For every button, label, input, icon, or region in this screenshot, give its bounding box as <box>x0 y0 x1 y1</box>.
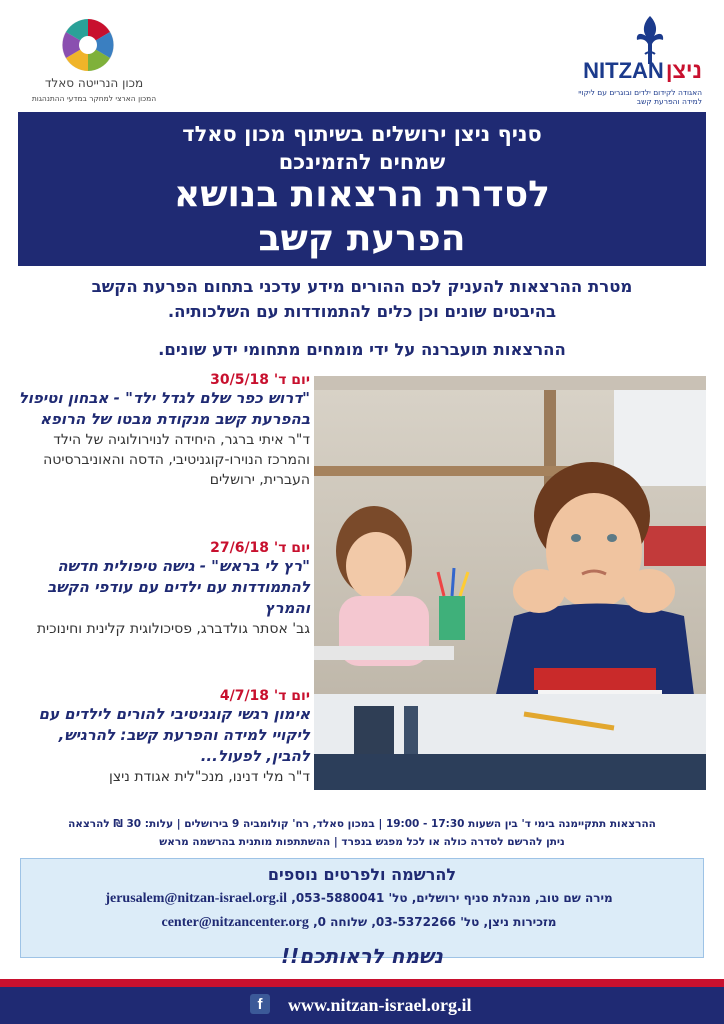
lecture-title: אימון רגשי קוגניטיבי להורים לילדים עם ליקויי למידה והפרעת קשב: להרגיש, להבין, לפעול... <box>38 705 310 765</box>
closing-message: נשמח לראותכם!! <box>281 944 443 968</box>
szold-emblem-icon <box>61 18 115 72</box>
banner-line-1: סניף ניצן ירושלים בשיתוף מכון סאלד <box>182 122 542 146</box>
footer-bar <box>0 987 724 1024</box>
registration-heading: להרשמה ולפרטים נוספים <box>267 865 457 884</box>
email-center-link[interactable]: center@nitzancenter.org <box>161 915 309 930</box>
title-banner <box>18 112 706 266</box>
intro-line-2: בהיבטים שונים וכן כלים להתמודדות עם השלכותיה. <box>167 302 557 321</box>
lecture-title: "רץ לי בראש" - גישה טיפולית חדשה להתמודדות עם ילדים עם עודפי הקשב והמרץ <box>47 557 310 617</box>
contact-row-center <box>31 915 687 931</box>
banner-line-2: שמחים להזמינכם <box>278 150 446 174</box>
nitzan-logo <box>561 14 706 104</box>
banner-topic: הפרעת קשב <box>258 218 466 259</box>
registration-box <box>20 858 704 958</box>
lecture-date: יום ד' 27/6/18 <box>210 540 310 556</box>
banner-title: לסדרת הרצאות בנושא <box>174 174 550 215</box>
szold-logo <box>14 14 174 104</box>
event-details: ההרצאות תתקיימנה בימי ד' בין השעות 17:30 - 19:00 | במכון סאלד, רח' קולומביה 9 בירושלים | עלות: 30 ₪ להרצאה <box>68 818 656 830</box>
lecture-date: יום ד' 4/7/18 <box>219 688 310 704</box>
intro-text <box>20 274 704 324</box>
facebook-icon[interactable]: f <box>250 994 270 1014</box>
szold-name: מכון הנרייטה סאלד <box>44 76 144 90</box>
intro-line-3: ההרצאות תועברנה על ידי מומחים מתחומי ידע שונים. <box>158 340 566 359</box>
website-link[interactable]: www.nitzan-israel.org.il <box>288 995 472 1015</box>
nitzan-wordmark <box>583 58 702 84</box>
registration-note: ניתן להרשם לסדרה כולה או לכל מפגש בנפרד | ההשתתפות מותנית בהרשמה מראש <box>159 836 565 848</box>
lecture-speaker: ד"ר איתי ברגר, היחידה לנוירולוגיה של הילד והמרכז הנוירו-קוגניטיבי, הדסה והאוניברסיטה העברית, ירושלים <box>43 432 310 488</box>
lecture-title: "דרוש כפר שלם לגדל ילד" - אבחון וטיפול בהפרעת קשב מנקודת מבטו של הרופא <box>18 389 310 428</box>
lecture-date: יום ד' 30/5/18 <box>210 372 310 388</box>
nitzan-tagline: האגודה לקידום ילדים ובוגרים עם ליקויי למידה והפרעת קשב <box>578 88 702 106</box>
email-jerusalem-link[interactable]: jerusalem@nitzan-israel.org.il <box>105 891 288 906</box>
lecture-1 <box>18 372 310 490</box>
contact-jerusalem-text: מירה שם טוב, מנהלת סניף ירושלים, טל' 053-5880041, <box>291 891 613 905</box>
lecture-2 <box>18 540 310 639</box>
footer-red-stripe <box>0 979 724 987</box>
nitzan-logo-latin: NITZAN <box>583 58 664 83</box>
intro-line-1: מטרת ההרצאות להעניק לכם ההורים מידע עדכני בתחום הפרעת הקשב <box>91 277 633 296</box>
children-classroom-photo <box>314 376 706 790</box>
lecture-3 <box>18 688 310 787</box>
lecture-speaker: ד"ר מלי דנינו, מנכ"לית אגודת ניצן <box>109 769 310 785</box>
contact-row-jerusalem <box>31 891 687 907</box>
contact-center-text: מזכירות ניצן, טל' 03-5372266, שלוחה 0, <box>313 915 557 929</box>
lecture-speaker: גב' אסתר גולדברג, פסיכולוגית קלינית וחינוכית <box>36 621 310 637</box>
nitzan-logo-hebrew: ניצן <box>665 58 702 83</box>
szold-subtitle: המכון הארצי למחקר במדעי ההתנהגות <box>31 94 157 103</box>
